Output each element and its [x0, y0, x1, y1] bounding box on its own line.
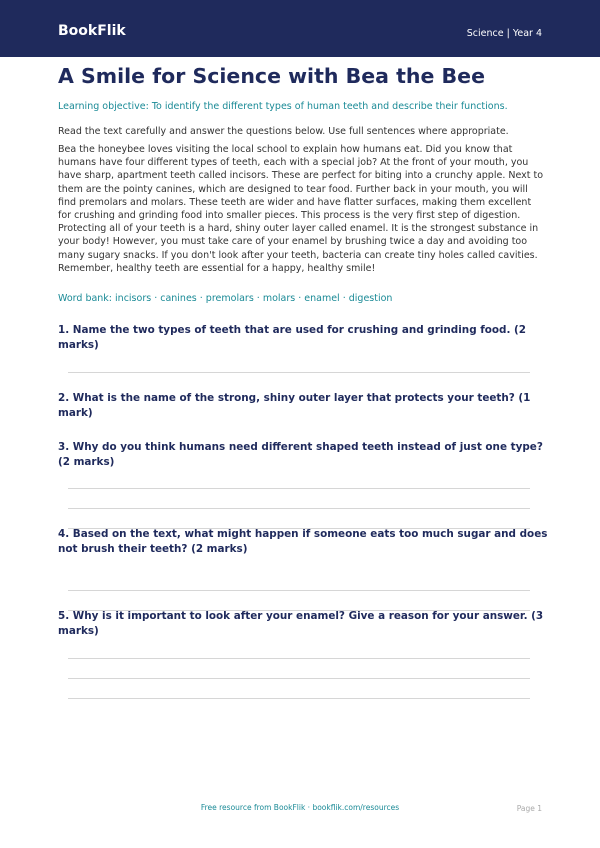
- reading-passage: Bea the honeybee loves visiting the local school to explain how humans eat. Did you know that humans have four different types of teeth, each with a special job? At the front of your mouth, you have sharp, apartment teeth called incisors. These are perfect for biting into a crunchy apple. Next to them are the pointy canines, which are designed to tear food. Further back in your mouth, you will find premolars and molars. These teeth are wider and have flatter surfaces, making them excellent for crushing and grinding food into smaller pieces. This process is the very first step of digestion. Protecting all of your teeth is a hard, shiny outer layer called enamel. It is the strongest substance in your body! However, you must take care of your enamel by brushing twice a day and avoiding too many sugary snacks. If you don't look after your teeth, bacteria can create tiny holes called cavities. Remember, healthy teeth are essential for a happy, healthy smile!: [58, 144, 544, 274]
- answer-line[interactable]: [68, 590, 530, 591]
- answer-line[interactable]: [68, 488, 530, 489]
- question-4: 4. Based on the text, what might happen if someone eats too much sugar and does not brush their teeth? (2 marks): [58, 528, 548, 555]
- question-3: 3. Why do you think humans need different shaped teeth instead of just one type? (2 marks): [58, 441, 543, 468]
- question-5: 5. Why is it important to look after your enamel? Give a reason for your answer. (3 marks): [58, 610, 544, 637]
- learning-objective: Learning objective: To identify the different types of human teeth and describe their functions.: [58, 101, 508, 112]
- subject-label: Science | Year 4: [466, 28, 542, 39]
- word-bank: Word bank: incisors · canines · premolars · molars · enamel · digestion: [58, 293, 393, 304]
- answer-line[interactable]: [68, 678, 530, 679]
- instructions-text: Read the text carefully and answer the questions below. Use full sentences where appropriate.: [58, 126, 509, 137]
- question-1: 1. Name the two types of teeth that are used for crushing and grinding food. (2 marks): [58, 324, 527, 351]
- footer-link[interactable]: Free resource from BookFlik · bookflik.com/resources: [200, 803, 400, 812]
- header-bar: [0, 0, 600, 57]
- answer-line[interactable]: [68, 698, 530, 699]
- answer-line[interactable]: [68, 658, 530, 659]
- answer-line[interactable]: [68, 372, 530, 373]
- page-number: Page 1: [516, 804, 542, 813]
- brand-logo[interactable]: BookFlik: [58, 23, 126, 39]
- answer-line[interactable]: [68, 508, 530, 509]
- question-2: 2. What is the name of the strong, shiny outer layer that protects your teeth? (1 mark): [58, 392, 531, 419]
- page-title: A Smile for Science with Bea the Bee: [58, 64, 485, 88]
